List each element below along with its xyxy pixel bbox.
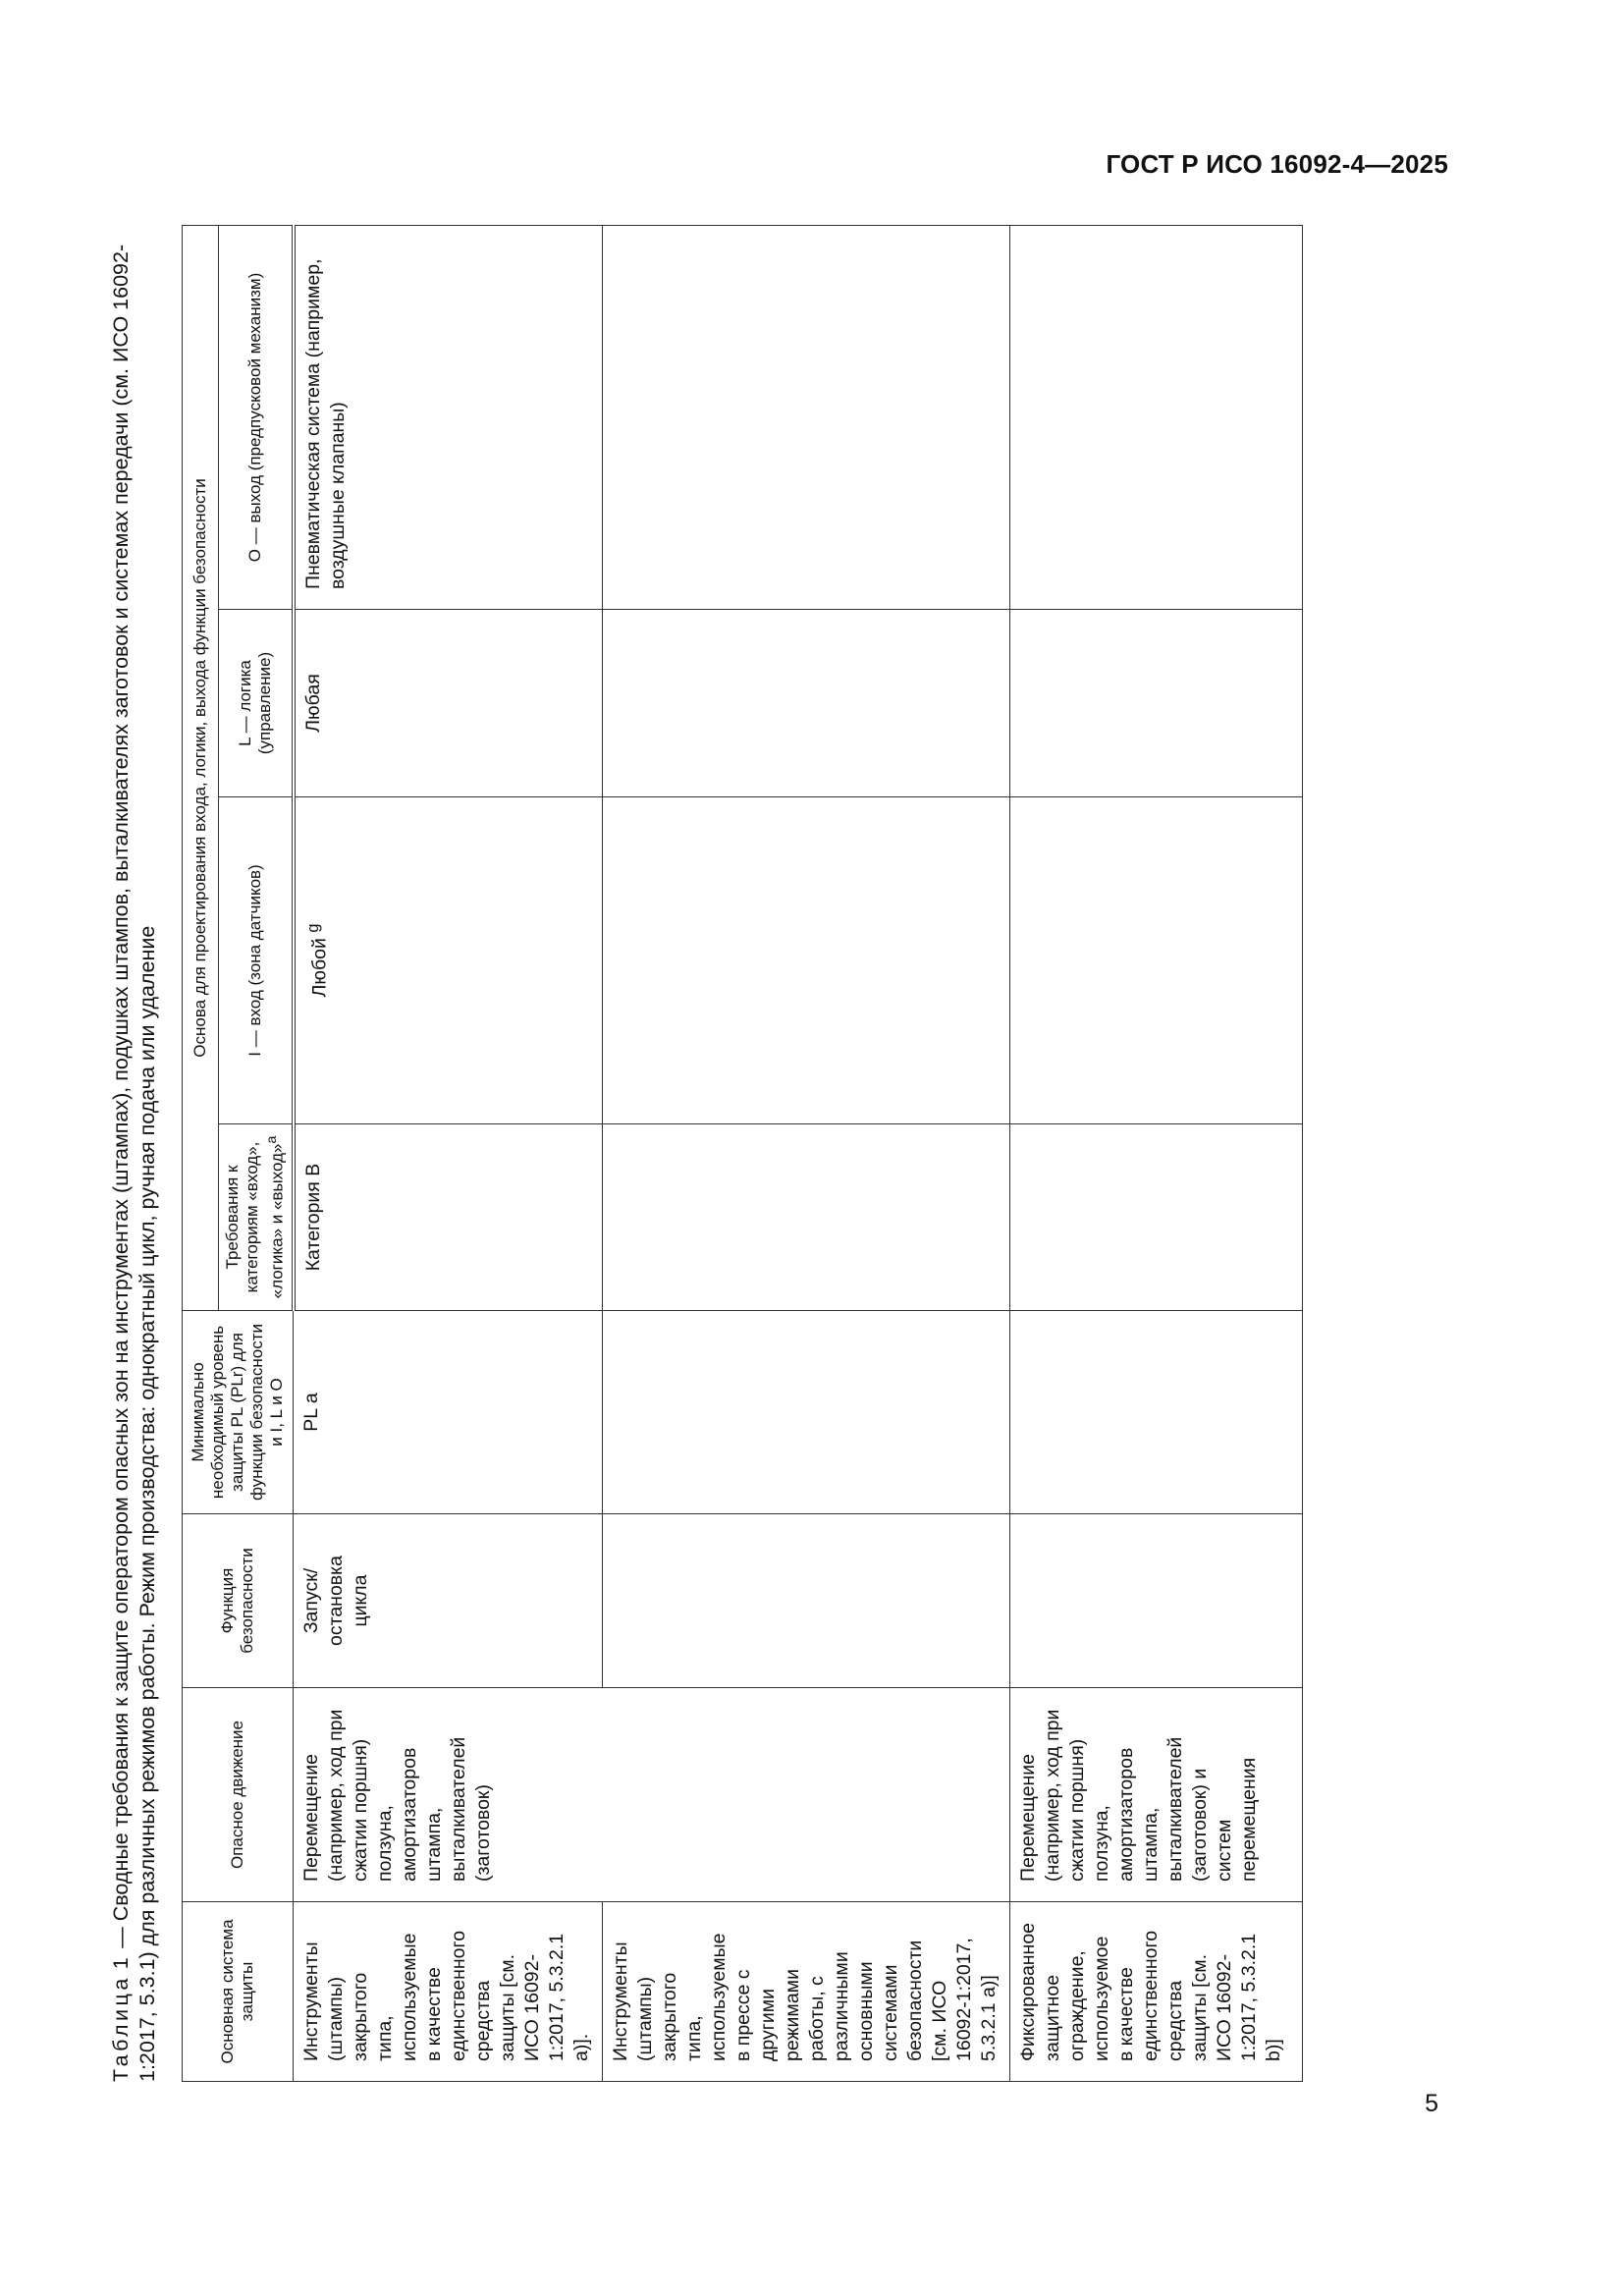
cell-output-blank [603, 225, 1010, 609]
cell-function-blank [603, 1514, 1010, 1688]
cell-main-system: Инструменты (штампы) закрытого типа, используемые в прессе с другими режимами работы, с различными основными системами безопасности [см. ИСО 16092-1:2017, 5.3.2.1 a)] [603, 1902, 1010, 2082]
cell-output-blank [1010, 225, 1303, 609]
table-caption [108, 226, 161, 2082]
cell-function-blank [1010, 1514, 1303, 1688]
cell-plr: PL a [294, 1311, 603, 1514]
cell-motion: Перемещение (например, ход при сжатии поршня) ползуна, амортизаторов штампа, выталкивателей (заготовок) и систем перемещения [1010, 1688, 1303, 1902]
header-input: I — вход (зона датчиков) [219, 797, 294, 1124]
cell-category: Категория B [294, 1124, 603, 1311]
caption-number: 1 [109, 1953, 133, 1970]
header-output: O — выход (предпусковой механизм) [219, 225, 294, 609]
header-main-system: Основная система защиты [183, 1902, 294, 2082]
cell-plr-blank [603, 1311, 1010, 1514]
cell-input: Любой $^g$ [294, 797, 603, 1124]
cell-category-blank [603, 1124, 1010, 1311]
caption-label: Таблица [109, 1975, 133, 2082]
cell-motion: Перемещение (например, ход при сжатии поршня) ползуна, амортизаторов штампа, выталкивателей (заготовок) [294, 1688, 1010, 1902]
cell-logic-blank [1010, 610, 1303, 797]
page-number: 5 [1425, 2090, 1438, 2117]
cell-plr-blank [1010, 1311, 1303, 1514]
header-logic: L — логика (управление) [219, 610, 294, 797]
cell-input-blank [603, 797, 1010, 1124]
cell-main-system: Фиксированное защитное ограждение, используемое в качестве единственного средства защиты [см. ИСО 16092-1:2017, 5.3.2.1 b)] [1010, 1902, 1303, 2082]
header-function: Функция безопасности [183, 1514, 294, 1688]
cell-category-blank [1010, 1124, 1303, 1311]
table-row [1010, 225, 1303, 2081]
header-motion: Опасное движение [183, 1688, 294, 1902]
cell-logic-blank [603, 610, 1010, 797]
cell-main-system: Инструменты (штампы) закрытого типа, используемые в качестве единственного средства защиты [см. ИСО 16092-1:2017, 5.3.2.1 a)]. [294, 1902, 603, 2082]
table-row [294, 225, 603, 2081]
cell-output: Пневматическая система (например, воздушные клапаны) [294, 225, 603, 609]
header-group: Основа для проектирования входа, логики, выхода функции безопасности [183, 225, 219, 1310]
header-plr: Минимально необходимый уровень защиты PL (PLr) для функции безопасности и I, L и O [183, 1311, 294, 1514]
caption-text: — Сводные требования к защите оператором опасных зон на инструментах (штампах), подушках штампов, выталкивателях заготовок и системах передачи (см. ИСО 16092-1:2017, 5.3.1) для различных режимов работы. Режим производства: однократный цикл, ручная подача или удаление [109, 244, 159, 2082]
requirements-table [182, 225, 1303, 2082]
cell-function: Запуск/остановка цикла [294, 1514, 603, 1688]
header-category: Требования к категориям «вход», «логика» и «выход»$^a$ [219, 1124, 294, 1311]
rotated-table-area [108, 226, 1285, 2082]
cell-logic: Любая [294, 610, 603, 797]
document-header: ГОСТ Р ИСО 16092-4—2025 [1106, 149, 1448, 179]
cell-input-blank [1010, 797, 1303, 1124]
